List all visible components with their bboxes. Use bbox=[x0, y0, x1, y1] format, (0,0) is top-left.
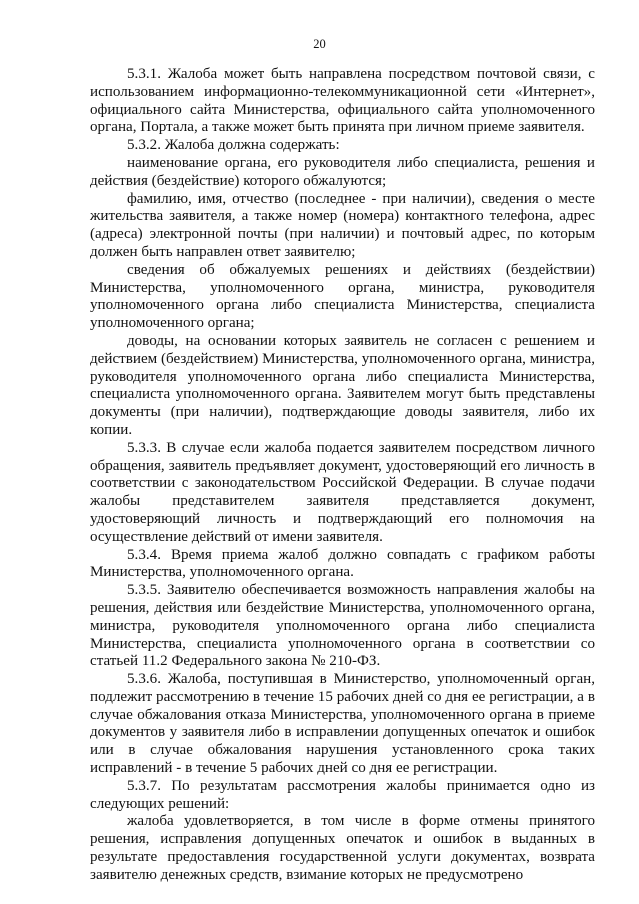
paragraph-5-3-1: 5.3.1. Жалоба может быть направлена посредством почтовой связи, с использованием информационно-телекоммуникационной сети «Интернет», официального сайта Министерства, официального сайта уполномоченного органа, Портала, а также может быть принята при личном приеме заявителя. bbox=[90, 66, 595, 136]
paragraph-5-3-4: 5.3.4. Время приема жалоб должно совпадать с графиком работы Министерства, уполномоченного органа. bbox=[90, 546, 595, 581]
paragraph-5-3-5: 5.3.5. Заявителю обеспечивается возможность направления жалобы на решения, действия или бездействие Министерства, уполномоченного органа, министра, руководителя уполномоченного органа либо специалиста Министерства, специалиста уполномоченного органа в соответствии со статьей 11.2 Федерального закона № 210-ФЗ. bbox=[90, 582, 595, 670]
paragraph-5-3-7: 5.3.7. По результатам рассмотрения жалобы принимается одно из следующих решений: bbox=[90, 777, 595, 812]
paragraph-5-3-6: 5.3.6. Жалоба, поступившая в Министерство, уполномоченный орган, подлежит рассмотрению в течение 15 рабочих дней со дня ее регистрации, а в случае обжалования отказа Министерства, уполномоченного органа в приеме документов у заявителя либо в исправлении допущенных опечаток и ошибок или в случае обжалования нарушения установленного срока таких исправлений - в течение 5 рабочих дней со дня ее регистрации. bbox=[90, 671, 595, 777]
paragraph-complaint-appealed-decisions: сведения об обжалуемых решениях и действиях (бездействии) Министерства, уполномоченного органа, министра, руководителя уполномоченного органа либо специалиста Министерства, специалиста уполномоченного органа; bbox=[90, 261, 595, 332]
paragraph-5-3-3: 5.3.3. В случае если жалоба подается заявителем посредством личного обращения, заявитель предъявляет документ, удостоверяющий его личность в соответствии с законодательством Российской Федерации. В случае подачи жалобы представителем заявителя представляется документ, удостоверяющий личность и подтверждающий его полномочия на осуществление действий от имени заявителя. bbox=[90, 439, 595, 545]
paragraph-complaint-applicant-details: фамилию, имя, отчество (последнее - при наличии), сведения о месте жительства заявителя, а также номер (номера) контактного телефона, адрес (адреса) электронной почты (при наличии) и почтовый адрес, по которым должен быть направлен ответ заявителю; bbox=[90, 190, 595, 260]
paragraph-complaint-satisfied: жалоба удовлетворяется, в том числе в форме отмены принятого решения, исправления допущенных опечаток и ошибок в выданных в результате предоставления государственной услуги документах, возврата заявителю денежных средств, взимание которых не предусмотрено bbox=[90, 813, 595, 883]
document-body bbox=[90, 66, 595, 885]
paragraph-complaint-arguments: доводы, на основании которых заявитель не согласен с решением и действием (бездействием) Министерства, уполномоченного органа, министра, руководителя уполномоченного органа либо специалиста Министерства, специалиста уполномоченного органа. Заявителем могут быть представлены документы (при наличии), подтверждающие доводы заявителя, либо их копии. bbox=[90, 332, 595, 438]
page-number: 20 bbox=[313, 37, 326, 51]
paragraph-complaint-authority-name: наименование органа, его руководителя либо специалиста, решения и действия (бездействие) которого обжалуются; bbox=[90, 154, 595, 189]
paragraph-5-3-2: 5.3.2. Жалоба должна содержать: bbox=[127, 137, 340, 154]
